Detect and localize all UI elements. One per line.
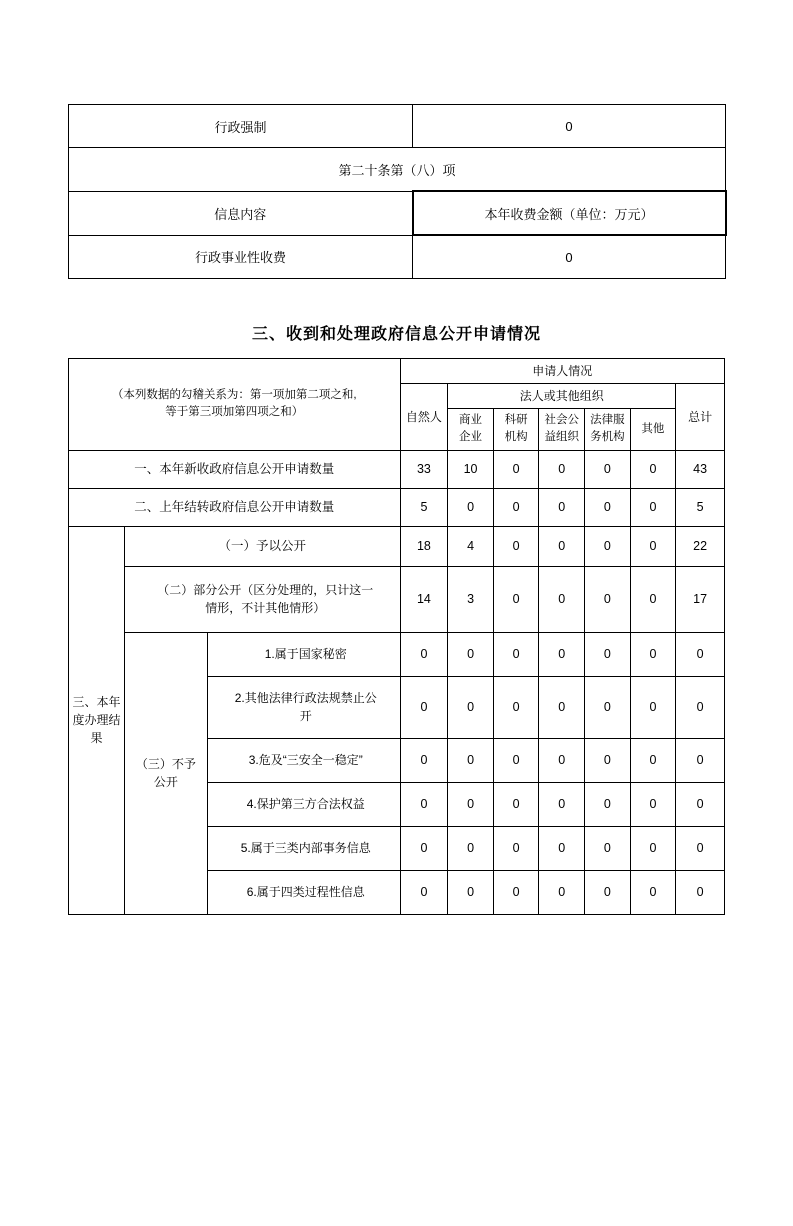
header-col-social-line2: 益组织 [544, 431, 579, 444]
cell-value: 0 [630, 782, 676, 826]
row-label-state-secret: 1.属于国家秘密 [207, 632, 400, 676]
table-row [69, 488, 725, 526]
cell-value: 0 [539, 738, 585, 782]
table-row [69, 526, 725, 566]
cell-value: 0 [400, 738, 448, 782]
header-col-natural-person: 自然人 [400, 384, 448, 451]
cell-value: 0 [676, 826, 725, 870]
annual-result-line3: 果 [90, 731, 103, 745]
cell-value: 0 [448, 782, 494, 826]
fee-row-label: 行政事业性收费 [69, 235, 413, 279]
cell-value: 43 [676, 450, 725, 488]
row-label-annual-result [69, 526, 125, 914]
cell-value: 0 [493, 826, 539, 870]
table-row [69, 235, 726, 279]
cell-value: 0 [493, 738, 539, 782]
cell-value: 0 [539, 782, 585, 826]
cell-value: 0 [676, 870, 725, 914]
partial-line1: （二）部分公开（区分处理的，只计这一 [157, 583, 374, 597]
cell-value: 0 [585, 738, 631, 782]
row-label-disclosed: （一）予以公开 [124, 526, 400, 566]
cell-value: 0 [539, 826, 585, 870]
cell-value: 0 [585, 826, 631, 870]
other-law-line1: 2.其他法律行政法规禁止公 [234, 691, 377, 705]
cell-value: 0 [493, 676, 539, 738]
table-row [69, 148, 726, 192]
header-col-research [493, 409, 539, 451]
row-label-endanger-security: 3.危及“三安全一稳定” [207, 738, 400, 782]
cell-value: 0 [585, 676, 631, 738]
cell-value: 0 [493, 566, 539, 632]
partial-line2: 情形，不计其他情形） [205, 601, 326, 615]
header-col-business-line1: 商业 [459, 414, 483, 426]
cell-value: 0 [539, 632, 585, 676]
header-col-business [448, 409, 494, 451]
fee-row-value: 0 [413, 105, 726, 148]
cell-value: 0 [493, 782, 539, 826]
annual-result-line1: 三、本年 [72, 695, 121, 709]
cell-value: 0 [448, 676, 494, 738]
cell-value: 0 [585, 450, 631, 488]
row-label-third-party-rights: 4.保护第三方合法权益 [207, 782, 400, 826]
cell-value: 5 [676, 488, 725, 526]
cell-value: 0 [630, 826, 676, 870]
cell-value: 0 [585, 632, 631, 676]
header-note-line2: 等于第三项加第四项之和） [165, 406, 304, 419]
row-label-other-law-prohibited [207, 676, 400, 738]
cell-value: 0 [539, 450, 585, 488]
not-disclosed-line1: （三）不予 [135, 757, 196, 771]
table-row [69, 450, 725, 488]
cell-value: 0 [585, 782, 631, 826]
cell-value: 3 [448, 566, 494, 632]
row-label-partially-disclosed [124, 566, 400, 632]
cell-value: 0 [400, 782, 448, 826]
cell-value: 0 [400, 826, 448, 870]
cell-value: 0 [448, 870, 494, 914]
header-note [69, 359, 401, 451]
cell-value: 5 [400, 488, 448, 526]
header-col-research-line2: 机构 [504, 431, 528, 444]
cell-value: 0 [630, 632, 676, 676]
cell-value: 0 [585, 488, 631, 526]
header-col-social-line1: 社会公 [544, 414, 579, 426]
cell-value: 0 [630, 488, 676, 526]
row-label-process-information: 6.属于四类过程性信息 [207, 870, 400, 914]
cell-value: 0 [676, 738, 725, 782]
cell-value: 0 [448, 632, 494, 676]
cell-value: 0 [493, 450, 539, 488]
row-label-carryover-applications: 二、上年结转政府信息公开申请数量 [69, 488, 401, 526]
document-page [0, 104, 793, 1226]
table-row [69, 105, 726, 148]
cell-value: 0 [448, 488, 494, 526]
cell-value: 0 [448, 738, 494, 782]
cell-value: 0 [539, 676, 585, 738]
header-col-business-line2: 企业 [459, 431, 483, 444]
cell-value: 0 [630, 676, 676, 738]
row-label-internal-affairs: 5.属于三类内部事务信息 [207, 826, 400, 870]
fee-row-value: 0 [413, 235, 726, 279]
fee-header-label: 信息内容 [69, 191, 413, 235]
header-note-line1: （本列数据的勾稽关系为：第一项加第二项之和, [111, 389, 357, 401]
cell-value: 0 [630, 738, 676, 782]
cell-value: 0 [400, 676, 448, 738]
cell-value: 0 [448, 826, 494, 870]
fee-section-title: 第二十条第（八）项 [69, 148, 726, 192]
table-row [69, 566, 725, 632]
other-law-line2: 开 [299, 709, 312, 723]
cell-value: 4 [448, 526, 494, 566]
cell-value: 0 [493, 488, 539, 526]
cell-value: 0 [676, 632, 725, 676]
cell-value: 0 [585, 566, 631, 632]
header-col-legal-line1: 法律服 [590, 414, 625, 426]
header-col-legal-line2: 务机构 [590, 431, 625, 444]
table-row [69, 191, 726, 235]
cell-value: 0 [585, 526, 631, 566]
cell-value: 0 [630, 566, 676, 632]
section-heading: 三、收到和处理政府信息公开申请情况 [251, 326, 541, 343]
cell-value: 18 [400, 526, 448, 566]
annual-result-line2: 度办理结 [72, 713, 121, 727]
header-applicant-group: 申请人情况 [400, 359, 724, 384]
cell-value: 0 [630, 526, 676, 566]
cell-value: 0 [539, 488, 585, 526]
header-col-other: 其他 [630, 409, 676, 451]
cell-value: 0 [539, 526, 585, 566]
cell-value: 0 [539, 566, 585, 632]
cell-value: 0 [400, 870, 448, 914]
cell-value: 0 [630, 450, 676, 488]
cell-value: 0 [630, 870, 676, 914]
cell-value: 33 [400, 450, 448, 488]
fee-row-label: 行政强制 [69, 105, 413, 148]
cell-value: 22 [676, 526, 725, 566]
not-disclosed-line2: 公开 [153, 775, 178, 789]
header-legal-entity-group: 法人或其他组织 [448, 384, 676, 409]
cell-value: 0 [493, 526, 539, 566]
cell-value: 17 [676, 566, 725, 632]
cell-value: 0 [493, 870, 539, 914]
table-row [69, 632, 725, 676]
cell-value: 14 [400, 566, 448, 632]
cell-value: 10 [448, 450, 494, 488]
table-header-row [69, 359, 725, 384]
header-col-research-line1: 科研 [504, 414, 528, 426]
cell-value: 0 [539, 870, 585, 914]
cell-value: 0 [676, 782, 725, 826]
row-label-new-applications: 一、本年新收政府信息公开申请数量 [69, 450, 401, 488]
cell-value: 0 [676, 676, 725, 738]
header-col-social [539, 409, 585, 451]
header-col-total: 总计 [676, 384, 725, 451]
application-statistics-table [68, 358, 725, 915]
cell-value: 0 [585, 870, 631, 914]
cell-value: 0 [400, 632, 448, 676]
row-label-not-disclosed [124, 632, 207, 914]
fee-header-value: 本年收费金额（单位：万元） [413, 191, 726, 235]
fee-table [68, 104, 727, 279]
cell-value: 0 [493, 632, 539, 676]
header-col-legal-service [585, 409, 631, 451]
